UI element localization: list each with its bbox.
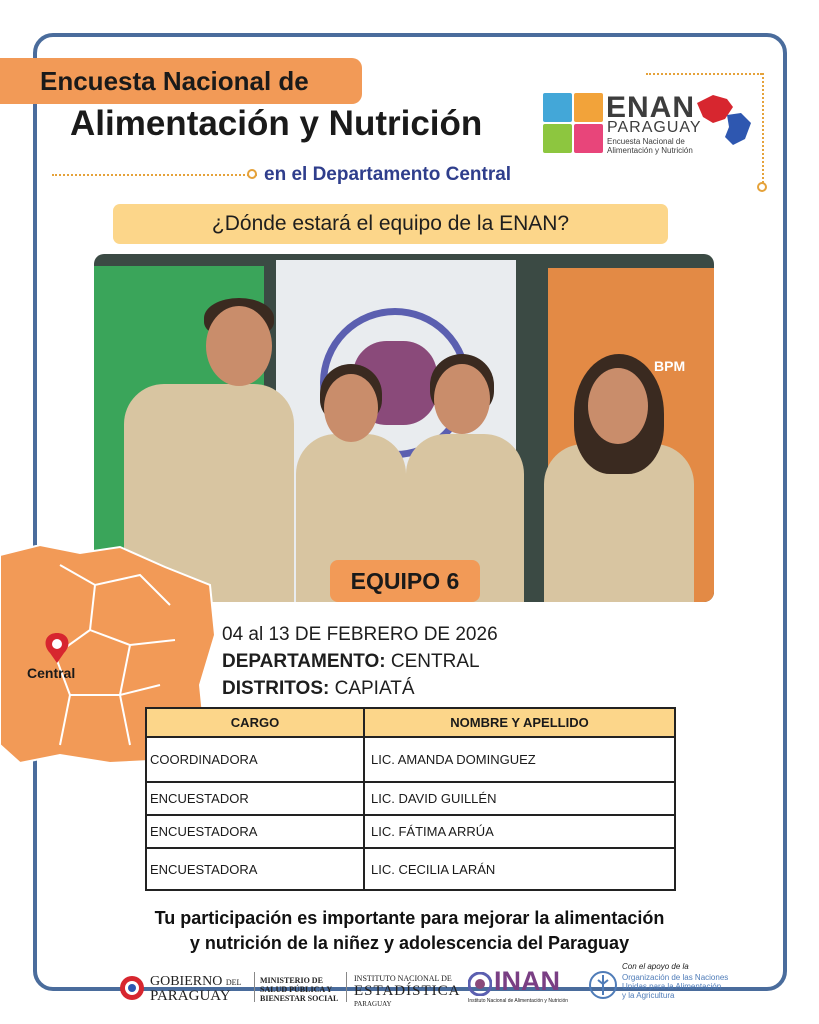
fao-line3: y la Agricultura [622, 991, 675, 1000]
question-banner: ¿Dónde estará el equipo de la ENAN? [113, 204, 668, 244]
table-row [146, 782, 675, 815]
map-label: Central [27, 665, 76, 681]
enan-logo-country: PARAGUAY [607, 119, 702, 136]
ine-line2: ESTADÍSTICA [354, 983, 461, 999]
title-banner [0, 58, 362, 104]
cell-cargo: ENCUESTADORA [146, 848, 364, 890]
ine-line3: PARAGUAY [354, 1000, 392, 1008]
paraguay-map-icon [693, 93, 753, 149]
photo-bpm-sign: BPM [654, 358, 686, 374]
department-line [222, 651, 480, 673]
title-line2: Alimentación y Nutrición [70, 104, 483, 143]
gobierno-logo [118, 974, 250, 1004]
dotted-divider-right-end [757, 182, 767, 192]
gobierno-del: DEL [225, 978, 242, 987]
column-header-cargo: CARGO [146, 708, 364, 737]
enan-logo [543, 93, 753, 159]
inan-emblem-icon [468, 972, 492, 996]
department-value: CENTRAL [390, 651, 480, 672]
enan-logo-name: ENAN [606, 91, 696, 124]
footer-divider [346, 972, 347, 1002]
districts-label: DISTRITOS: [222, 678, 330, 699]
enan-logo-grid-icon [543, 93, 603, 153]
cell-cargo: ENCUESTADOR [146, 782, 364, 815]
ministerio-line1: MINISTERIO DE [260, 976, 323, 985]
closing-message [0, 906, 819, 956]
column-header-nombre: NOMBRE Y APELLIDO [364, 708, 675, 737]
cell-nombre: LIC. CECILIA LARÁN [364, 848, 675, 890]
ine-logo [354, 974, 460, 1008]
closing-line1: Tu participación es importante para mejorar la alimentación [154, 908, 665, 928]
fao-intro: Con el apoyo de la [622, 962, 689, 971]
districts-value: CAPIATÁ [334, 678, 415, 699]
cell-nombre: LIC. AMANDA DOMINGUEZ [364, 737, 675, 782]
table-header-row [146, 708, 675, 737]
closing-line2: y nutrición de la niñez y adolescencia del Paraguay [189, 933, 630, 953]
footer-divider [254, 972, 255, 1002]
fao-line1: Organización de las Naciones [622, 973, 729, 982]
dates: 04 al 13 DE FEBRERO DE 2026 [222, 624, 498, 645]
cell-cargo: COORDINADORA [146, 737, 364, 782]
enan-logo-tagline: Encuesta Nacional de Alimentación y Nutrición [607, 137, 693, 155]
dotted-divider-end [247, 169, 257, 179]
gobierno-seal-icon [118, 974, 146, 1002]
inan-name: INAN [494, 966, 560, 996]
fao-emblem-icon [588, 970, 618, 1000]
dotted-divider-right-vertical [762, 73, 764, 183]
inan-logo [468, 966, 578, 1010]
ministerio-logo [260, 976, 338, 1003]
gobierno-line1: GOBIERNO [150, 974, 223, 989]
fao-logo [588, 962, 738, 1006]
subtitle: en el Departamento Central [264, 164, 512, 185]
team-member-4 [534, 354, 704, 602]
footer-logos [0, 960, 819, 1010]
ine-line1: INSTITUTO NACIONAL DE [354, 974, 452, 983]
department-label: DEPARTAMENTO: [222, 651, 386, 672]
staff-table [145, 707, 676, 891]
ministerio-line2: SALUD PÚBLICA Y [260, 985, 333, 994]
table-row [146, 815, 675, 848]
table-row [146, 737, 675, 782]
cell-nombre: LIC. FÁTIMA ARRÚA [364, 815, 675, 848]
inan-subtitle: Instituto Nacional de Alimentación y Nutrición [468, 998, 569, 1004]
dotted-divider-right [646, 73, 762, 75]
dotted-divider [52, 174, 257, 176]
gobierno-line2: PARAGUAY [150, 988, 231, 1004]
ministerio-line3: BIENESTAR SOCIAL [260, 994, 339, 1003]
cell-nombre: LIC. DAVID GUILLÉN [364, 782, 675, 815]
title-line1: Encuesta Nacional de [40, 66, 309, 96]
team-badge: EQUIPO 6 [330, 560, 480, 602]
cell-cargo: ENCUESTADORA [146, 815, 364, 848]
districts-line [222, 678, 415, 700]
fao-line2: Unidas para la Alimentación [622, 982, 722, 991]
table-row [146, 848, 675, 890]
